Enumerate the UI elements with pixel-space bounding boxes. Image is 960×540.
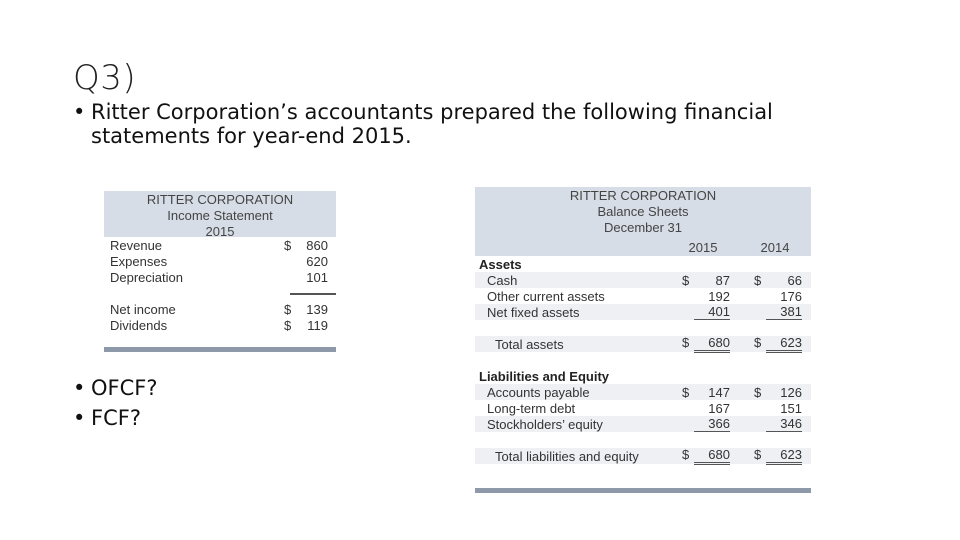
table-row: Other current assets 192 176 <box>487 288 802 304</box>
table-row: Expenses 620 <box>110 253 328 269</box>
balance-sheet-header <box>475 187 811 239</box>
bullet-dot: • <box>73 376 86 400</box>
table-row: Net income $ 139 <box>110 301 328 317</box>
assets-heading: Assets <box>479 256 522 272</box>
col-2014: 2014 <box>760 240 790 255</box>
bullet-dot: • <box>73 406 86 430</box>
table-row: Depreciation 101 <box>110 269 328 285</box>
balance-sheet-table <box>475 187 811 493</box>
company-name: RITTER CORPORATION <box>569 188 717 203</box>
intro-text-line1: Ritter Corporation’s accountants prepared the following financial <box>91 100 773 124</box>
intro-text-line2: statements for year-end 2015. <box>91 124 412 148</box>
total-row: Total liabilities and equity $ 680 $ 623 <box>475 448 811 464</box>
subtotal-rule-row <box>104 285 336 301</box>
table-row: Stockholders’ equity 366 346 <box>475 416 811 432</box>
question-item <box>73 406 158 430</box>
table-row: Revenue $ 860 <box>110 237 328 253</box>
question-item <box>73 376 158 400</box>
bullet-dot: • <box>73 100 86 124</box>
column-headers <box>475 239 811 256</box>
statement-title: Income Statement <box>167 208 273 223</box>
question-fcf: FCF? <box>91 406 141 430</box>
table-bottom-bar <box>104 347 336 352</box>
income-statement-table <box>104 191 336 352</box>
subtotal-rule <box>290 293 336 295</box>
statement-date: December 31 <box>603 220 683 235</box>
income-statement-header <box>104 191 336 237</box>
table-row: Cash $ 87 $ 66 <box>475 272 811 288</box>
question-ofcf: OFCF? <box>91 376 158 400</box>
table-bottom-bar <box>475 488 811 493</box>
slide-title: Q3) <box>73 58 137 98</box>
section-heading-row <box>475 256 811 272</box>
intro-bullet <box>73 100 833 148</box>
table-row: Dividends $ 119 <box>110 317 328 333</box>
question-list <box>73 376 158 436</box>
table-row: Long-term debt 167 151 <box>487 400 802 416</box>
col-2015: 2015 <box>688 240 718 255</box>
table-row: Net fixed assets 401 381 <box>475 304 811 320</box>
total-row: Total assets $ 680 $ 623 <box>475 336 811 352</box>
company-name: RITTER CORPORATION <box>146 192 294 207</box>
table-row: Accounts payable $ 147 $ 126 <box>475 384 811 400</box>
statement-year: 2015 <box>205 224 235 239</box>
liabilities-heading: Liabilities and Equity <box>479 368 610 384</box>
section-heading-row <box>475 368 811 384</box>
statement-title: Balance Sheets <box>597 204 689 219</box>
